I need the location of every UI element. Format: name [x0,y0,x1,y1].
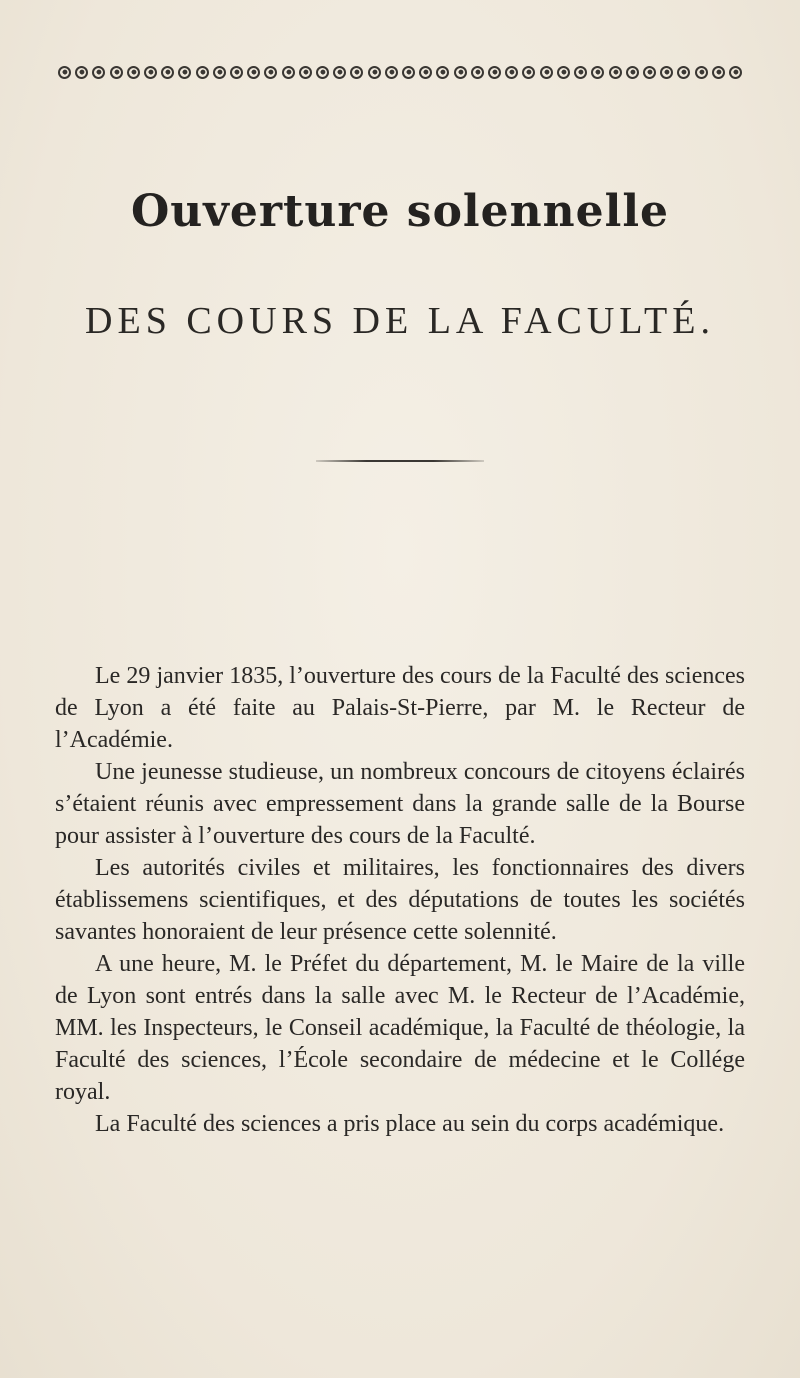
ornament-icon [75,66,88,79]
paragraph-2: Une jeunesse studieuse, un nombreux concours de citoyens éclairés s’étaient réunis avec empressement dans la grande salle de la Bourse pour assister à l’ouverture des cours de la Faculté. [55,759,745,849]
ornament-icon [144,66,157,79]
page-subtitle: DES COURS DE LA FACULTÉ. [85,300,715,342]
ornament-icon [161,66,174,79]
ornament-icon [402,66,415,79]
ornament-icon [247,66,260,79]
ornament-icon [385,66,398,79]
ornament-icon [178,66,191,79]
ornament-icon [609,66,622,79]
ornament-icon [230,66,243,79]
ornament-icon [695,66,708,79]
paragraph-4: A une heure, M. le Préfet du département, M. le Maire de la ville de Lyon sont entrés dans la salle avec M. le Recteur de l’Académie, MM. les Inspecteurs, le Conseil académique, la Faculté de théologie, la Faculté des sciences, l’École secondaire de médecine et le Collége royal. [55,951,745,1105]
ornament-icon [557,66,570,79]
page-title: Ouverture solennelle [130,186,670,237]
ornament-icon [488,66,501,79]
ornament-icon [110,66,123,79]
ornament-icon [454,66,467,79]
ornament-icon [626,66,639,79]
ornament-icon [316,66,329,79]
ornament-icon [436,66,449,79]
ornament-icon [282,66,295,79]
divider-rule [316,460,484,462]
paragraph-5: La Faculté des sciences a pris place au sein du corps académique. [95,1111,725,1137]
ornament-icon [264,66,277,79]
ornament-icon [505,66,518,79]
ornament-icon [677,66,690,79]
ornament-icon [196,66,209,79]
ornament-icon [522,66,535,79]
ornament-icon [419,66,432,79]
ornament-icon [471,66,484,79]
ornament-icon [350,66,363,79]
ornament-icon [574,66,587,79]
ornament-icon [127,66,140,79]
ornament-icon [540,66,553,79]
ornament-icon [591,66,604,79]
paragraph-1: Le 29 janvier 1835, l’ouverture des cours de la Faculté des sciences de Lyon a été faite au Palais-St-Pierre, par M. le Recteur de l’Académie. [55,663,745,753]
ornament-icon [729,66,742,79]
ornament-icon [213,66,226,79]
ornament-icon [643,66,656,79]
ornament-band [58,60,742,84]
ornament-icon [660,66,673,79]
body-text [55,660,745,1140]
ornament-icon [58,66,71,79]
ornament-icon [712,66,725,79]
ornament-icon [92,66,105,79]
ornament-icon [368,66,381,79]
paragraph-3: Les autorités civiles et militaires, les fonctionnaires des divers établissemens scientifiques, et des députations de toutes les sociétés savantes honoraient de leur présence cette solennité. [55,855,745,945]
ornament-icon [333,66,346,79]
ornament-icon [299,66,312,79]
